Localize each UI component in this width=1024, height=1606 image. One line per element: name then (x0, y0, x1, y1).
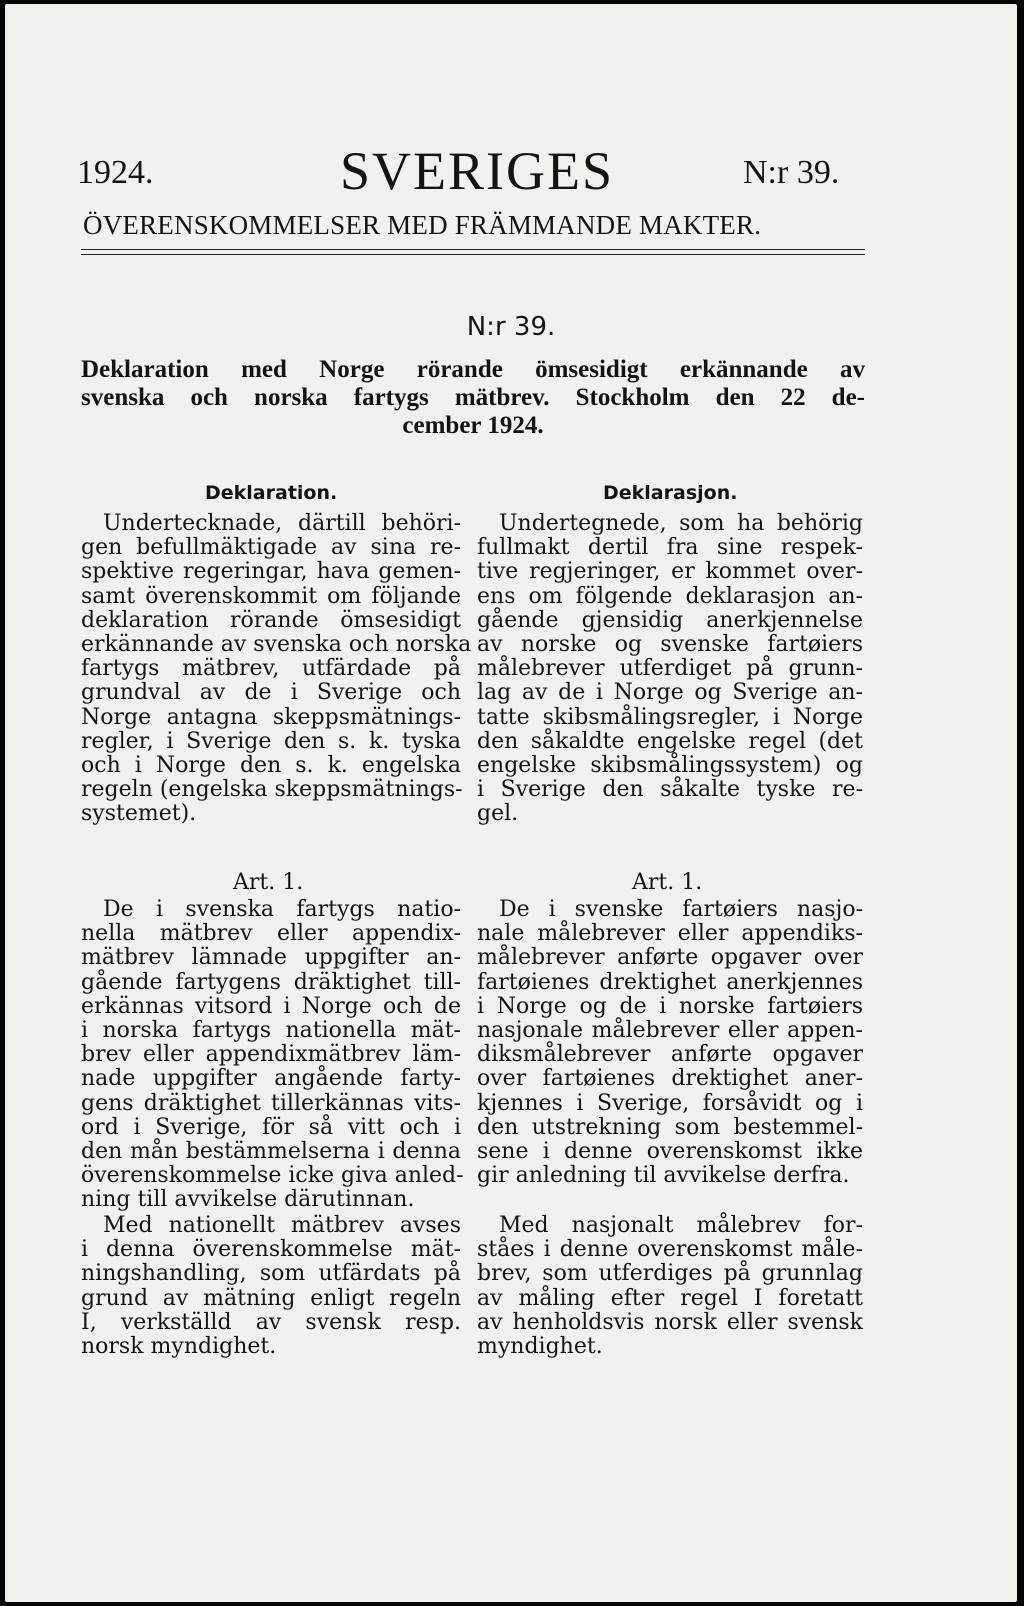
title-line: svenska och norska fartygs mätbrev. Stockholm den 22 de- (81, 384, 865, 411)
text-line: lag av de i Norge og Sverige an- (477, 680, 863, 706)
document-page (5, 4, 1017, 1602)
text-line: målebrever utferdiget på grunn- (477, 656, 863, 682)
text-line: gens dräktighet tillerkännas vits- (81, 1090, 461, 1116)
text-line: fartygs mätbrev, utfärdade på (81, 656, 461, 682)
right-preamble (477, 512, 863, 827)
text-line: sene i denne overenskomst ikke (477, 1139, 863, 1165)
text-line: engelske skibsmålingssystem) og (477, 753, 863, 779)
text-line: den mån bestämmelserna i denna (81, 1139, 461, 1165)
text-line: gel. (477, 801, 519, 827)
text-line: tive regjeringer, er kommet over- (477, 559, 863, 585)
header-rule-top (81, 249, 865, 250)
text-line: norsk myndighet. (81, 1334, 277, 1360)
text-line: nasjonale målebrever eller appen- (477, 1018, 863, 1044)
document-title (81, 356, 865, 440)
text-line: av måling efter regel I foretatt (477, 1285, 863, 1311)
text-line: regler, i Sverige den s. k. tyska (81, 728, 461, 754)
text-line: Med nasjonalt målebrev for- (499, 1213, 863, 1238)
text-line: tatte skibsmålingsregler, i Norge (477, 704, 863, 730)
text-line: nale målebrever eller appendiks- (477, 921, 863, 947)
text-line: Med nationellt mätbrev avses (103, 1213, 461, 1238)
text-line: regeln (engelska skeppsmätnings- (81, 777, 463, 803)
header-year: 1924. (77, 154, 154, 191)
text-line: mätbrev lämnade uppgifter an- (81, 945, 461, 971)
text-line: erkännande av svenska och norska (81, 632, 472, 658)
text-line: gående gjensidig anerkjennelse (477, 607, 863, 633)
document-number: N:r 39. (466, 312, 556, 342)
text-line: brev eller appendixmätbrev läm- (81, 1042, 461, 1068)
text-line: erkännas vitsord i Norge och de (81, 993, 461, 1019)
title-line: cember 1924. (402, 412, 544, 439)
text-line: kjennes i Sverige, forsåvidt og i (477, 1090, 863, 1116)
text-line: den utstrekning som bestemmel- (477, 1114, 863, 1140)
text-line: och i Norge den s. k. engelska (81, 753, 461, 779)
header-number: N:r 39. (743, 154, 840, 191)
right-column-heading: Deklarasjon. (603, 482, 738, 504)
text-line: av henholdsvis norsk eller svensk (477, 1309, 863, 1335)
text-line: nella mätbrev eller appendix- (81, 921, 461, 947)
text-line: Undertecknade, därtill behöri- (103, 511, 461, 536)
text-line: De i svenske fartøiers nasjo- (499, 897, 863, 922)
text-line: ståes i denne overenskomst måle- (477, 1237, 863, 1263)
right-article-paragraph-2 (477, 1214, 863, 1359)
text-line: den såkaldte engelske regel (det (477, 728, 863, 754)
text-line: Undertegnede, som ha behörig (499, 511, 863, 536)
title-line: Deklaration med Norge rörande ömsesidigt erkännande av (81, 356, 865, 383)
text-line: i Sverige den såkalte tyske re- (477, 777, 863, 803)
left-article-paragraph-1 (81, 897, 464, 1213)
text-line: nade uppgifter angående farty- (81, 1066, 461, 1092)
text-line: ning till avvikelse därutinnan. (81, 1187, 415, 1213)
right-article-heading: Art. 1. (632, 870, 703, 895)
text-line: gir anledning til avvikelse derfra. (477, 1163, 850, 1189)
text-line: myndighet. (477, 1334, 603, 1360)
header-country: SVERIGES (340, 141, 615, 201)
text-line: samt överenskommit om följande (81, 583, 461, 609)
text-line: gen befullmäktigade av sina re- (81, 535, 461, 561)
text-line: brev, som utferdiges på grunnlag (477, 1261, 863, 1287)
text-line: fullmakt dertil fra sine respek- (477, 535, 863, 561)
text-line: gående fartygens dräktighet till- (81, 969, 461, 995)
header-series: ÖVERENSKOMMELSER MED FRÄMMANDE MAKTER. (83, 210, 762, 240)
text-line: De i svenska fartygs natio- (103, 897, 461, 922)
text-line: grundval av de i Sverige och (81, 680, 461, 706)
text-line: ningshandling, som utfärdats på (81, 1261, 461, 1287)
text-line: Norge antagna skeppsmätnings- (81, 704, 461, 730)
text-line: over fartøienes drektighet aner- (477, 1066, 863, 1092)
text-line: deklaration rörande ömsesidigt (81, 607, 461, 633)
text-line: I, verkställd av svensk resp. (81, 1309, 461, 1335)
text-line: diksmålebrever anførte opgaver (477, 1042, 863, 1068)
right-article-paragraph-1 (477, 898, 863, 1188)
text-line: spektive regeringar, hava gemen- (81, 559, 461, 585)
left-preamble (81, 511, 472, 827)
text-line: systemet). (81, 801, 197, 827)
text-line: ord i Sverige, för så vitt och i (81, 1114, 461, 1140)
text-line: i Norge og de i norske fartøiers (477, 993, 863, 1019)
text-line: fartøienes drektighet anerkjennes (477, 969, 863, 995)
text-line: av norske og svenske fartøiers (477, 632, 863, 658)
text-line: i norska fartygs nationella mät- (81, 1018, 461, 1044)
text-line: ens om fölgende deklarasjon an- (477, 583, 863, 609)
left-article-heading: Art. 1. (233, 870, 304, 895)
text-line: målebrever anførte opgaver over (477, 945, 863, 971)
left-column-heading: Deklaration. (205, 482, 338, 504)
header-rule-bottom (81, 254, 865, 255)
text-line: grund av mätning enligt regeln (81, 1285, 461, 1311)
left-article-paragraph-2 (81, 1214, 461, 1359)
text-line: i denna överenskommelse mät- (81, 1237, 461, 1263)
text-line: överenskommelse icke giva anled- (81, 1163, 464, 1189)
